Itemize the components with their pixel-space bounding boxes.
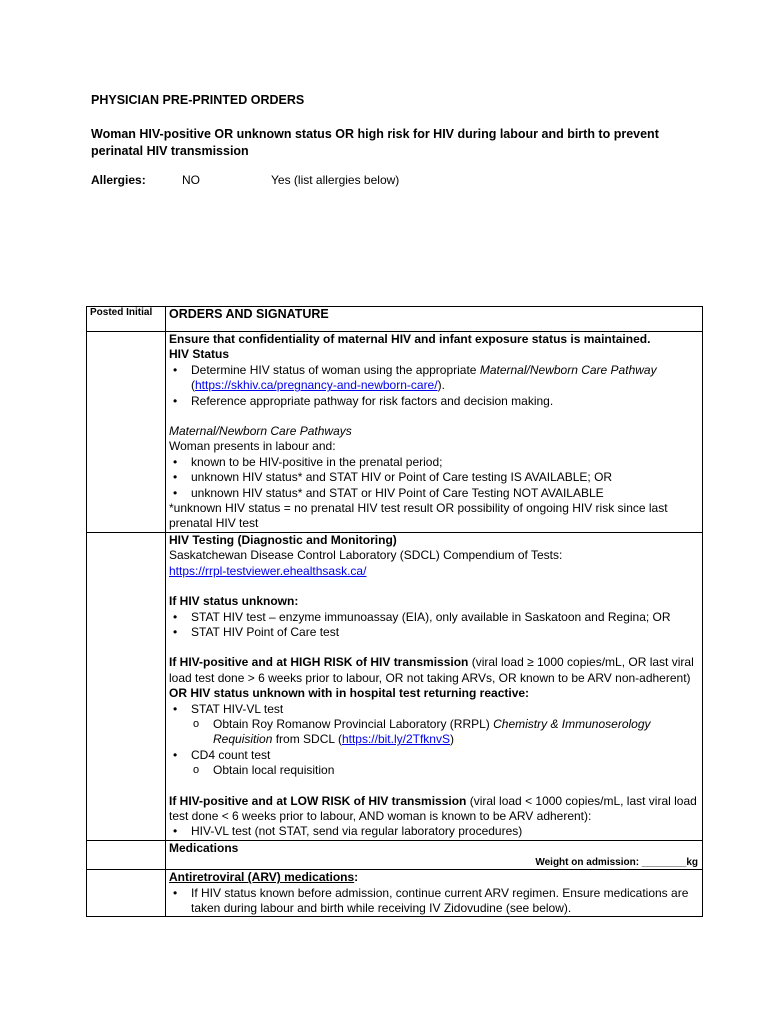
- arv-heading: Antiretroviral (ARV) medications:: [169, 870, 359, 885]
- list-item: • If HIV status known before admission, continue current ARV regimen. Ensure medications are taken during labour and birth while receiving IV Zidovudine (see below).: [169, 886, 698, 917]
- list-item: • Determine HIV status of woman using the appropriate Maternal/Newborn Care Pathway (https://skhiv.ca/pregnancy-and-newborn-care/).: [169, 363, 698, 394]
- initial-cell[interactable]: [87, 870, 166, 917]
- hiv-testing-heading: HIV Testing (Diagnostic and Monitoring): [169, 532, 397, 547]
- sub-list: [191, 717, 698, 748]
- hiv-status-heading: HIV Status: [169, 347, 230, 362]
- pathways-title: Maternal/Newborn Care Pathways: [169, 424, 352, 439]
- low-risk-list: [169, 824, 698, 839]
- list-item: • STAT HIV-VL test o Obtain Roy Romanow Provincial Laboratory (RRPL) Chemistry & Immunoserology Requisition from SDCL (https://bit.ly/2TfknvS): [169, 702, 698, 748]
- orders-table: [86, 306, 703, 917]
- high-risk-list: [169, 702, 698, 779]
- list-item: • HIV-VL test (not STAT, send via regular laboratory procedures): [169, 824, 698, 839]
- unknown-status-footnote: *unknown HIV status = no prenatal HIV test result OR possibility of ongoing HIV risk since last prenatal HIV test: [169, 501, 668, 531]
- medications-heading: Medications: [169, 840, 239, 855]
- unknown-status-list: [169, 610, 698, 641]
- list-item: • STAT HIV Point of Care test: [169, 625, 698, 640]
- hiv-status-cell: [166, 332, 703, 533]
- pathway-link[interactable]: https://skhiv.ca/pregnancy-and-newborn-care/: [195, 378, 438, 393]
- high-risk-paragraph: If HIV-positive and at HIGH RISK of HIV transmission (viral load ≥ 1000 copies/mL, OR last viral load test done > 6 weeks prior to labour, OR not taking ARVs, OR known to be ARV non-adherent) OR HIV status unknown with in hospital test returning reactive:: [169, 655, 694, 701]
- allergies-yes-option[interactable]: Yes (list allergies below): [271, 173, 400, 187]
- orders-signature-header: ORDERS AND SIGNATURE: [166, 307, 703, 332]
- sdcl-text: Saskatchewan Disease Control Laboratory (SDCL) Compendium of Tests:: [169, 548, 563, 563]
- medications-cell: [166, 840, 703, 869]
- list-item: • known to be HIV-positive in the prenatal period;: [169, 455, 698, 470]
- allergies-no-option[interactable]: NO: [182, 173, 200, 187]
- page-title: PHYSICIAN PRE-PRINTED ORDERS: [91, 93, 305, 107]
- initial-cell[interactable]: [87, 332, 166, 533]
- confidentiality-note: Ensure that confidentiality of maternal HIV and infant exposure status is maintained.: [169, 332, 651, 346]
- list-item: • Reference appropriate pathway for risk factors and decision making.: [169, 394, 698, 409]
- initial-cell[interactable]: [87, 840, 166, 869]
- hiv-testing-cell: [166, 532, 703, 840]
- weight-on-admission-field[interactable]: Weight on admission: ________kg: [535, 857, 698, 869]
- sub-list: [191, 763, 698, 778]
- presents-list: [169, 455, 698, 501]
- initial-cell[interactable]: [87, 532, 166, 840]
- table-row: [87, 840, 703, 869]
- unknown-status-heading: If HIV status unknown:: [169, 594, 299, 609]
- form-subtitle: Woman HIV-positive OR unknown status OR high risk for HIV during labour and birth to prevent perinatal HIV transmission: [91, 127, 659, 158]
- table-row: [87, 332, 703, 533]
- presents-text: Woman presents in labour and:: [169, 439, 336, 454]
- allergies-label: Allergies:: [91, 173, 146, 187]
- arv-list: [169, 886, 698, 917]
- table-header-row: [87, 307, 703, 332]
- posted-initial-header: Posted Initial: [87, 307, 166, 332]
- table-row: [87, 532, 703, 840]
- list-item: • CD4 count test o Obtain local requisition: [169, 748, 698, 779]
- table-row: [87, 870, 703, 917]
- testviewer-link[interactable]: https://rrpl-testviewer.ehealthsask.ca/: [169, 563, 367, 578]
- list-item: o Obtain local requisition: [191, 763, 698, 778]
- list-item: o Obtain Roy Romanow Provincial Laboratory (RRPL) Chemistry & Immunoserology Requisition from SDCL (https://bit.ly/2TfknvS): [191, 717, 698, 748]
- arv-cell: [166, 870, 703, 917]
- list-item: • unknown HIV status* and STAT HIV or Point of Care testing IS AVAILABLE; OR: [169, 470, 698, 485]
- list-item: • unknown HIV status* and STAT or HIV Point of Care Testing NOT AVAILABLE: [169, 486, 698, 501]
- list-item: • STAT HIV test – enzyme immunoassay (EIA), only available in Saskatoon and Regina; OR: [169, 610, 698, 625]
- requisition-link[interactable]: https://bit.ly/2TfknvS: [341, 732, 450, 747]
- hiv-status-list: [169, 363, 698, 409]
- low-risk-paragraph: If HIV-positive and at LOW RISK of HIV transmission (viral load < 1000 copies/mL, last viral load test done < 6 weeks prior to labour, AND woman is known to be ARV adherent):: [169, 793, 697, 823]
